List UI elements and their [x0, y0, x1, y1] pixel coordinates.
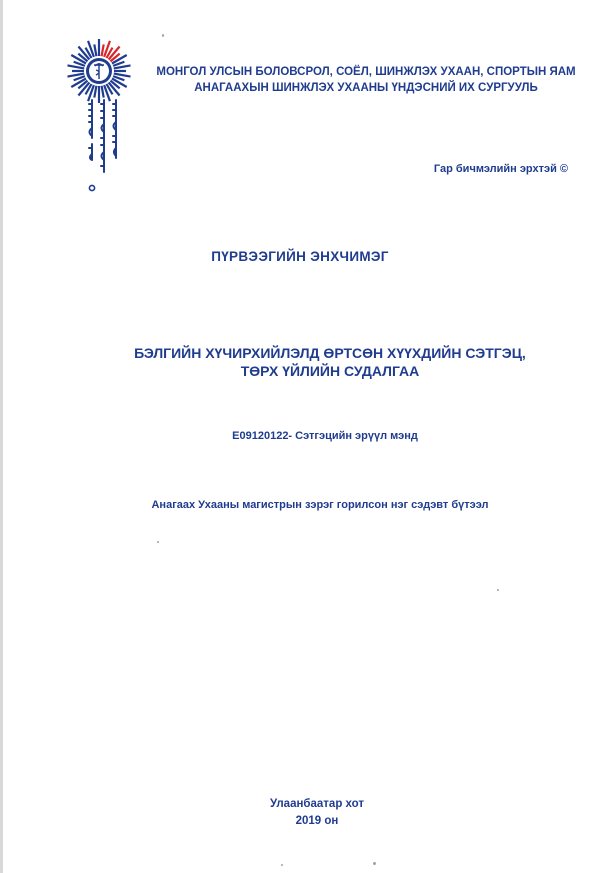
scan-speck — [157, 541, 159, 543]
scan-speck — [373, 862, 376, 865]
place-name: Улаанбаатар хот — [269, 798, 365, 810]
emblem-ray — [102, 44, 104, 56]
emblem-ray — [67, 65, 84, 68]
university-name: АНАГААХЫН ШИНЖЛЭХ УХААНЫ ҮНДЭСНИЙ ИХ СУРГУУЛЬ — [194, 82, 538, 94]
emblem-ray — [114, 65, 131, 68]
thesis-title-line1: БЭЛГИЙН ХҮЧИРХИЙЛЭЛД ӨРТСӨН ХҮҮХДИЙН СЭТГЭЦ, — [134, 345, 526, 361]
scan-speck — [162, 34, 164, 37]
mongolian-script-icon — [82, 98, 130, 198]
year: 2019 он — [295, 815, 339, 827]
place-and-year — [0, 796, 600, 830]
university-emblem-icon — [66, 38, 132, 104]
ministry-name: МОНГОЛ УЛСЫН БОЛОВСРОЛ, СОЁЛ, ШИНЖЛЭХ УХААН, СПОРТЫН ЯАМ — [156, 66, 576, 78]
emblem-ray — [67, 74, 84, 77]
thesis-title — [110, 344, 550, 380]
copyright-notice: Гар бичмэлийн эрхтэй © — [433, 163, 568, 175]
specialty-code: E09120122- Сэтгэцийн эрүүл мэнд — [232, 430, 418, 442]
thesis-title-line2: ТӨРХ ҮЙЛИЙН СУДАЛГАА — [240, 363, 420, 379]
emblem-ray — [114, 74, 131, 77]
scan-speck — [281, 864, 283, 866]
degree-statement: Анагаах Ухааны магистрын зэрэг горилсон нэг сэдэвт бүтээл — [151, 499, 489, 511]
author-name: ПҮРВЭЭГИЙН ЭНХЧИМЭГ — [211, 249, 389, 264]
emblem-ray — [94, 86, 96, 98]
institution-header — [146, 64, 586, 96]
emblem-ray — [102, 86, 104, 98]
scan-speck — [497, 589, 499, 591]
emblem-ray — [94, 44, 96, 56]
